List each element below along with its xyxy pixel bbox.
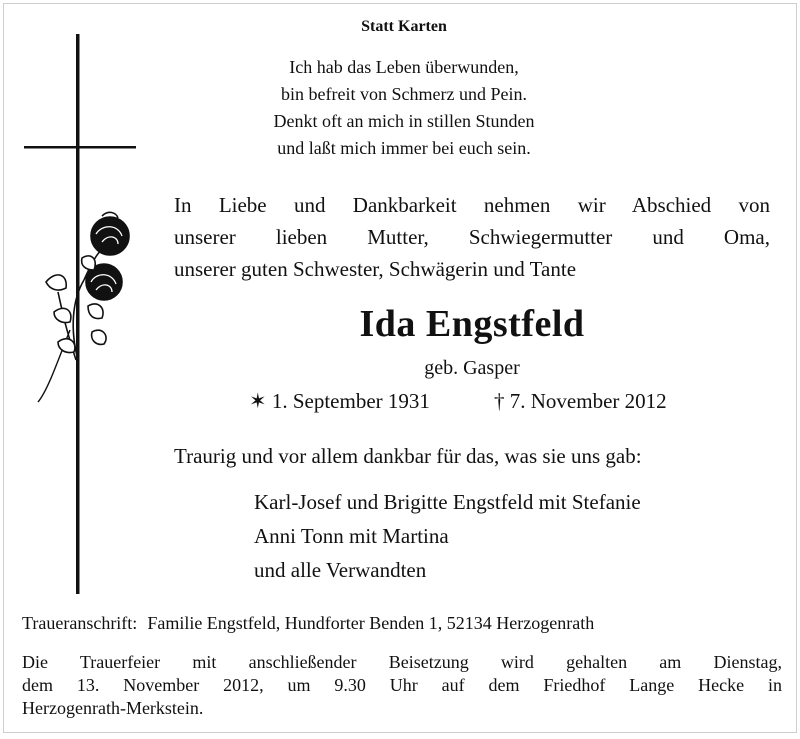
poem-line: bin befreit von Schmerz und Pein. bbox=[281, 84, 527, 104]
death-date: † 7. November 2012 bbox=[494, 389, 667, 413]
cross-with-roses-icon bbox=[18, 30, 148, 596]
rose-icon bbox=[38, 212, 129, 402]
family-member: und alle Verwandten bbox=[254, 558, 427, 582]
poem-line: Denkt oft an mich in stillen Stunden bbox=[273, 111, 535, 131]
life-dates bbox=[249, 389, 749, 414]
maiden-name: geb. Gasper bbox=[424, 357, 520, 379]
family-member: Karl-Josef und Brigitte Engstfeld mit Stefanie bbox=[254, 490, 641, 514]
family-list bbox=[254, 485, 641, 587]
obituary-card bbox=[3, 3, 797, 733]
birth-date: ✶ 1. September 1931 bbox=[249, 389, 430, 413]
intro-line: unserer guten Schwester, Schwägerin und Tante bbox=[174, 257, 577, 281]
service-line: Herzogenrath-Merkstein. bbox=[22, 698, 204, 718]
family-member: Anni Tonn mit Martina bbox=[254, 524, 449, 548]
header-statt-karten: Statt Karten bbox=[361, 18, 447, 35]
address-label: Traueranschrift: bbox=[22, 613, 138, 633]
intro-line: In Liebe und Dankbarkeit nehmen wir Abschied von bbox=[174, 193, 770, 217]
poem-line: und laßt mich immer bei euch sein. bbox=[277, 138, 531, 158]
intro-text bbox=[174, 189, 770, 285]
deceased-name: Ida Engstfeld bbox=[359, 303, 585, 345]
poem bbox=[254, 54, 554, 162]
poem-line: Ich hab das Leben überwunden, bbox=[289, 57, 519, 77]
cross-icon bbox=[24, 34, 136, 594]
address-value: Familie Engstfeld, Hundforter Benden 1, 52134 Herzogenrath bbox=[147, 613, 595, 633]
intro-line: unserer lieben Mutter, Schwiegermutter und Oma, bbox=[174, 225, 770, 249]
mourning-address bbox=[22, 613, 594, 634]
service-line: Die Trauerfeier mit anschließender Beisetzung wird gehalten am Dienstag, bbox=[22, 652, 782, 672]
service-line: dem 13. November 2012, um 9.30 Uhr auf dem Friedhof Lange Hecke in bbox=[22, 675, 782, 695]
mourning-line: Traurig und vor allem dankbar für das, was sie uns gab: bbox=[174, 444, 642, 468]
funeral-service-info bbox=[22, 651, 782, 720]
